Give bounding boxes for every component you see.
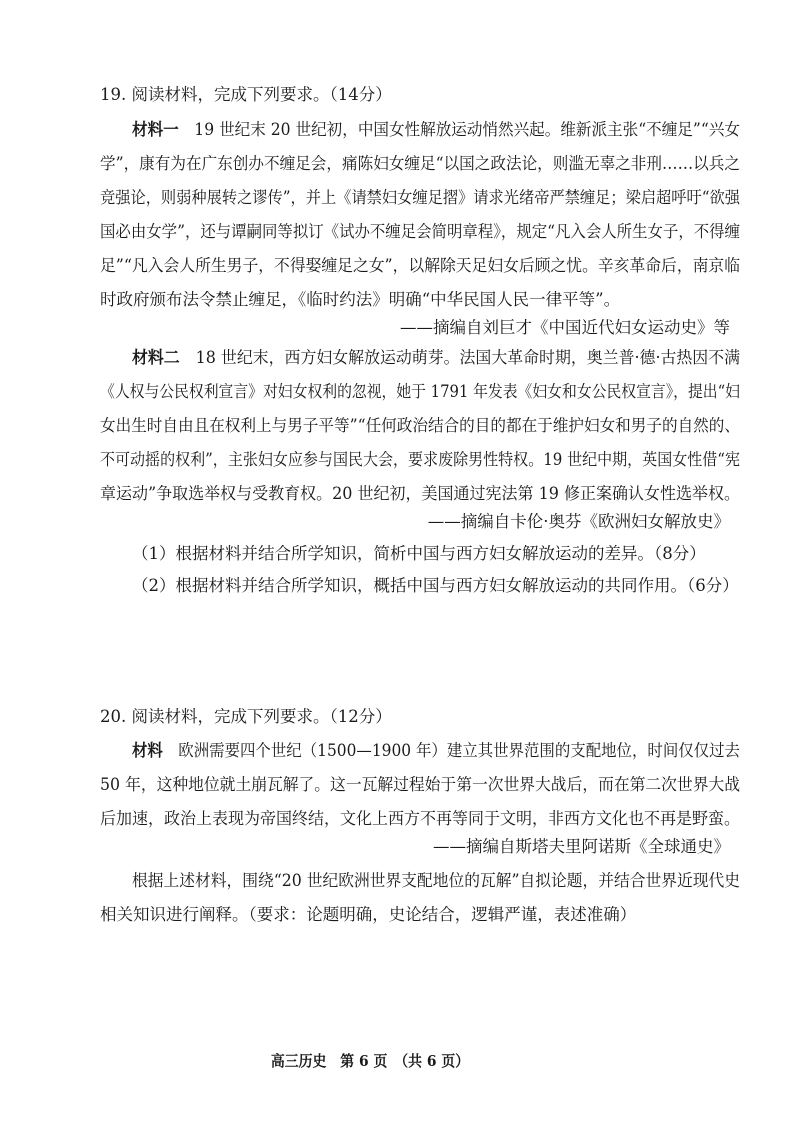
q20-material-source: ——摘编自斯塔夫里阿诺斯《全球通史》 — [433, 837, 730, 856]
q19-subquestion-2: （2）根据材料并结合所学知识，概括中国与西方妇女解放运动的共同作用。（6分） — [132, 576, 739, 595]
q19-material2-source: ——摘编自卡伦·奥芬《欧洲妇女解放史》 — [427, 512, 730, 531]
q20-material-label: 材料 — [132, 741, 163, 760]
q19-material1-line: 竞强论，则弱种展转之谬传”，并上《请禁妇女缠足摺》请求光绪帝严禁缠足；梁启超呼吁“欲强 — [100, 188, 740, 207]
q19-material2-label: 材料二 — [132, 348, 180, 367]
q20-material-line: 后加速，政治上表现为帝国终结，文化上西方不再等同于文明，非西方文化也不再是野蛮。 — [100, 809, 741, 828]
q19-material1-first-line — [132, 119, 740, 141]
q19-material2-line: 18 世纪末，西方妇女解放运动萌芽。法国大革命时期，奥兰普·德·古热因不满 — [195, 348, 741, 367]
q20-material-line: 50 年，这种地位就土崩瓦解了。这一瓦解过程始于第一次世界大战后，而在第二次世界大战 — [100, 775, 741, 794]
page-footer: 高三历史 第 6 页 （共 6 页） — [270, 1052, 470, 1070]
q20-task-line: 根据上述材料，围绕“20 世纪欧洲世界支配地位的瓦解”自拟论题，并结合世界近现代史 — [132, 871, 741, 890]
q20-material-first-line — [132, 740, 740, 762]
q19-material2-first-line — [132, 347, 740, 369]
q19-material1-line: 学”，康有为在广东创办不缠足会，痛陈妇女缠足“以国之政法论，则滥无辜之非刑……以兵之 — [100, 154, 740, 173]
q19-material2-line: 章运动”争取选举权与受教育权。20 世纪初，美国通过宪法第 19 修正案确认女性选举权。 — [100, 484, 740, 503]
q19-material2-line: 不可动摇的权利”，主张妇女应参与国民大会，要求废除男性特权。19 世纪中期，英国女性借“宪 — [100, 450, 740, 469]
q19-material2-line: 《人权与公民权利宣言》对妇女权利的忽视，她于 1791 年发表《妇女和女公民权宣言》，提出“妇 — [100, 382, 740, 401]
q19-material1-label: 材料一 — [132, 120, 179, 139]
q20-task-line: 相关知识进行阐释。（要求：论题明确，史论结合，逻辑严谨，表述准确） — [100, 905, 637, 924]
q19-material2-line: 女出生时自由且在权利上与男子平等”“任何政治结合的目的都在于维护妇女和男子的自然的、 — [100, 416, 740, 435]
q20-heading: 20. 阅读材料，完成下列要求。（12分） — [100, 707, 392, 726]
q19-material1-source: ——摘编自刘巨才《中国近代妇女运动史》等 — [400, 318, 730, 337]
q19-material1-line: 足”“凡入会人所生男子，不得娶缠足之女”，以解除天足妇女后顾之忧。辛亥革命后，南京临 — [100, 256, 740, 275]
q19-material1-line: 国必由女学”，还与谭嗣同等拟订《试办不缠足会简明章程》，规定“凡入会人所生女子，不得缠 — [100, 222, 740, 241]
q19-material1-line: 19 世纪末 20 世纪初，中国女性解放运动悄然兴起。维新派主张“不缠足”“兴女 — [194, 120, 740, 139]
q19-heading: 19. 阅读材料，完成下列要求。（14分） — [100, 85, 392, 104]
q19-subquestion-1: （1）根据材料并结合所学知识，简析中国与西方妇女解放运动的差异。（8分） — [132, 544, 706, 563]
q19-material1-line: 时政府颁布法令禁止缠足，《临时约法》明确“中华民国人民一律平等”。 — [100, 290, 621, 309]
q20-material-line: 欧洲需要四个世纪（1500—1900 年）建立其世界范围的支配地位，时间仅仅过去 — [178, 741, 740, 760]
